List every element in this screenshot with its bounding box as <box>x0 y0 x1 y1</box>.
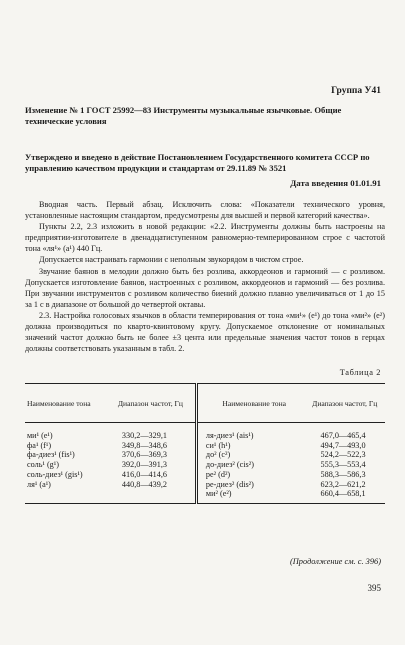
header-tone-name: Наименование тона <box>196 384 304 423</box>
table-row <box>25 470 385 480</box>
cell-tone: ля¹ (a¹) <box>27 479 51 489</box>
cell-range: 392,0—391,3 <box>106 460 197 470</box>
table-row <box>25 423 385 441</box>
table-header-row <box>25 384 385 423</box>
cell-range: 349,8—348,6 <box>106 441 197 451</box>
amendment-title: Изменение № 1 ГОСТ 25992—83 Инструменты музыкальные язычковые. Общие технические условия <box>25 105 342 126</box>
cell-range: 330,2—329,1 <box>106 423 197 441</box>
table-row <box>25 441 385 451</box>
table-bottom-rule <box>25 499 385 504</box>
cell-range: 467,0—465,4 <box>320 431 366 440</box>
effective-date: Дата введения 01.01.91 <box>290 178 381 188</box>
group-code: Группа У41 <box>331 86 381 96</box>
frequency-table <box>25 383 385 504</box>
cell-tone: си¹ (h¹) <box>205 440 231 450</box>
cell-tone: соль¹ (g¹) <box>27 460 59 470</box>
cell-tone: ре² (d²) <box>205 469 231 479</box>
cell-range: 623,2—621,2 <box>320 479 366 489</box>
paragraph: Звучание баянов в мелодии должно быть без розлива, аккордеонов и гармоний — с розливом. Допускается изготовление баянов, настроенных с розливом, аккордеонов и гармоний — без розлива. При звучании инструментов с розливом количество биений должно плавно увеличиваться от 1 до 15 за 1 с в диапазоне от большой до четвертой октавы. <box>25 266 385 309</box>
cell-range: 440,8—439,2 <box>106 480 197 490</box>
table-caption: Таблица 2 <box>339 368 381 377</box>
cell-tone: ми² (e²) <box>205 489 232 499</box>
cell-range <box>106 489 197 499</box>
body-text <box>25 199 385 354</box>
cell-tone: ля-диез¹ (ais¹) <box>205 431 254 440</box>
cell-range: 416,0—414,6 <box>106 470 197 480</box>
table-row <box>25 450 385 460</box>
cell-range: 660,4—658,1 <box>320 489 366 499</box>
approval-statement: Утверждено и введено в действие Постановлением Государственного комитета СССР по управлению качеством продукции и стандартам от 29.11.89 № 3521 <box>25 152 370 173</box>
cell-tone: до-диез² (cis²) <box>205 460 254 470</box>
paragraph: Допускается настраивать гармонии с неполным звукорядом в чистом строе. <box>39 255 304 265</box>
header-frequency-range: Диапазон частот, Гц <box>106 384 197 423</box>
cell-range: 555,3—553,4 <box>320 460 366 470</box>
paragraph: Пункты 2.2, 2.3 изложить в новой редакции: «2.2. Инструменты должны быть настроены на предприятии-изготовителе в двенадцатиступенном равномерно-темперированном строе с частотой тона «ля¹» (a¹) 440 Гц. <box>25 222 385 254</box>
cell-tone: до² (c²) <box>205 450 231 460</box>
continuation-note: (Продолжение см. с. 396) <box>289 557 381 566</box>
header-frequency-range: Диапазон частот, Гц <box>305 384 386 423</box>
cell-range: 370,6—369,3 <box>106 450 197 460</box>
cell-tone: ре-диез² (dis²) <box>205 479 254 489</box>
cell-tone: фа¹ (f¹) <box>27 440 52 450</box>
cell-range: 524,2—522,3 <box>320 450 366 460</box>
table-row <box>25 460 385 470</box>
table-row <box>25 480 385 490</box>
table-row <box>25 489 385 499</box>
paragraph: 2.3. Настройка голосовых язычков в области темперирования от тона «ми¹» (e¹) до тона «ми²» (e²) должна производиться по кварто-квинтовому кругу. Допускаемое отклонение от номинальных значений частот должно быть не более ±3 цента или предельные значения частот тонов в герцах должны соответствовать указанным в табл. 2. <box>25 310 385 354</box>
page-number: 395 <box>367 583 381 593</box>
cell-range: 588,3—586,3 <box>320 469 366 479</box>
cell-tone <box>25 489 106 499</box>
header-tone-name: Наименование тона <box>25 384 106 423</box>
cell-tone: ми¹ (e¹) <box>27 431 53 440</box>
cell-tone: фа-диез¹ (fis¹) <box>27 450 75 460</box>
cell-range: 494,7—493,0 <box>320 440 366 450</box>
cell-tone: соль-диез¹ (gis¹) <box>27 469 83 479</box>
paragraph: Вводная часть. Первый абзац. Исключить слова: «Показатели технического уровня, установленные настоящим стандартом, предусмотрены для высшей и первой категорий качества». <box>25 200 385 221</box>
